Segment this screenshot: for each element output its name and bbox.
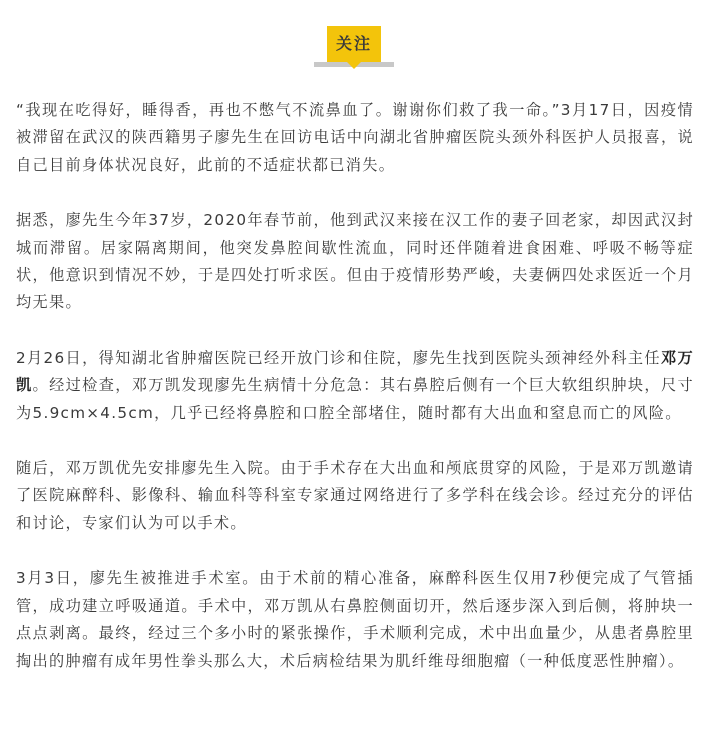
article-body: [16, 97, 694, 703]
paragraph-3-text-a: 2月26日，得知湖北省肿瘤医院已经开放门诊和住院，廖先生找到医院头颈神经外科主任: [16, 348, 661, 367]
paragraph-3-text-b: 。经过检查，邓万凯发现廖先生病情十分危急：其右鼻腔后侧有一个巨大软组织肿块，尺寸为5.9cm×4.5cm，几乎已经将鼻腔和口腔全部堵住，随时都有大出血和窒息而亡的风险。: [16, 376, 694, 422]
paragraph-4: 随后，邓万凯优先安排廖先生入院。由于手术存在大出血和颅底贯穿的风险，于是邓万凯邀请了医院麻醉科、影像科、输血科等科室专家通过网络进行了多学科在线会诊。经过充分的评估和讨论，专家们认为可以手术。: [16, 459, 694, 532]
paragraph-5: 3月3日，廖先生被推进手术室。由于术前的精心准备，麻醉科医生仅用7秒便完成了气管插管，成功建立呼吸通道。手术中，邓万凯从右鼻腔侧面切开，然后逐步深入到后侧，将肿块一点点剥离。最终，经过三个多小时的紧张操作，手术顺利完成，术中出血量少，从患者鼻腔里掏出的肿瘤有成年男性拳头那么大，术后病检结果为肌纤维母细胞瘤（一种低度恶性肿瘤）。: [16, 569, 694, 670]
paragraph-1: “我现在吃得好，睡得香，再也不憋气不流鼻血了。谢谢你们救了我一命。”3月17日，因疫情被滞留在武汉的陕西籍男子廖先生在回访电话中向湖北省肿瘤医院头颈外科医护人员报喜，说自己目前身体状况良好，此前的不适症状都已消失。: [16, 101, 694, 174]
doctor-name: 邓万凯: [16, 348, 694, 395]
section-header: [0, 26, 710, 66]
paragraph-3: [16, 345, 694, 427]
paragraph-2: 据悉，廖先生今年37岁，2020年春节前，他到武汉来接在汉工作的妻子回老家，却因武汉封城而滞留。居家隔离期间，他突发鼻腔间歇性流血，同时还伴随着进食困难、呼吸不畅等症状，他意识到情况不妙，于是四处打听求医。但由于疫情形势严峻，夫妻俩四处求医近一个月均无果。: [16, 211, 694, 312]
follow-tag: 关注: [327, 26, 381, 62]
